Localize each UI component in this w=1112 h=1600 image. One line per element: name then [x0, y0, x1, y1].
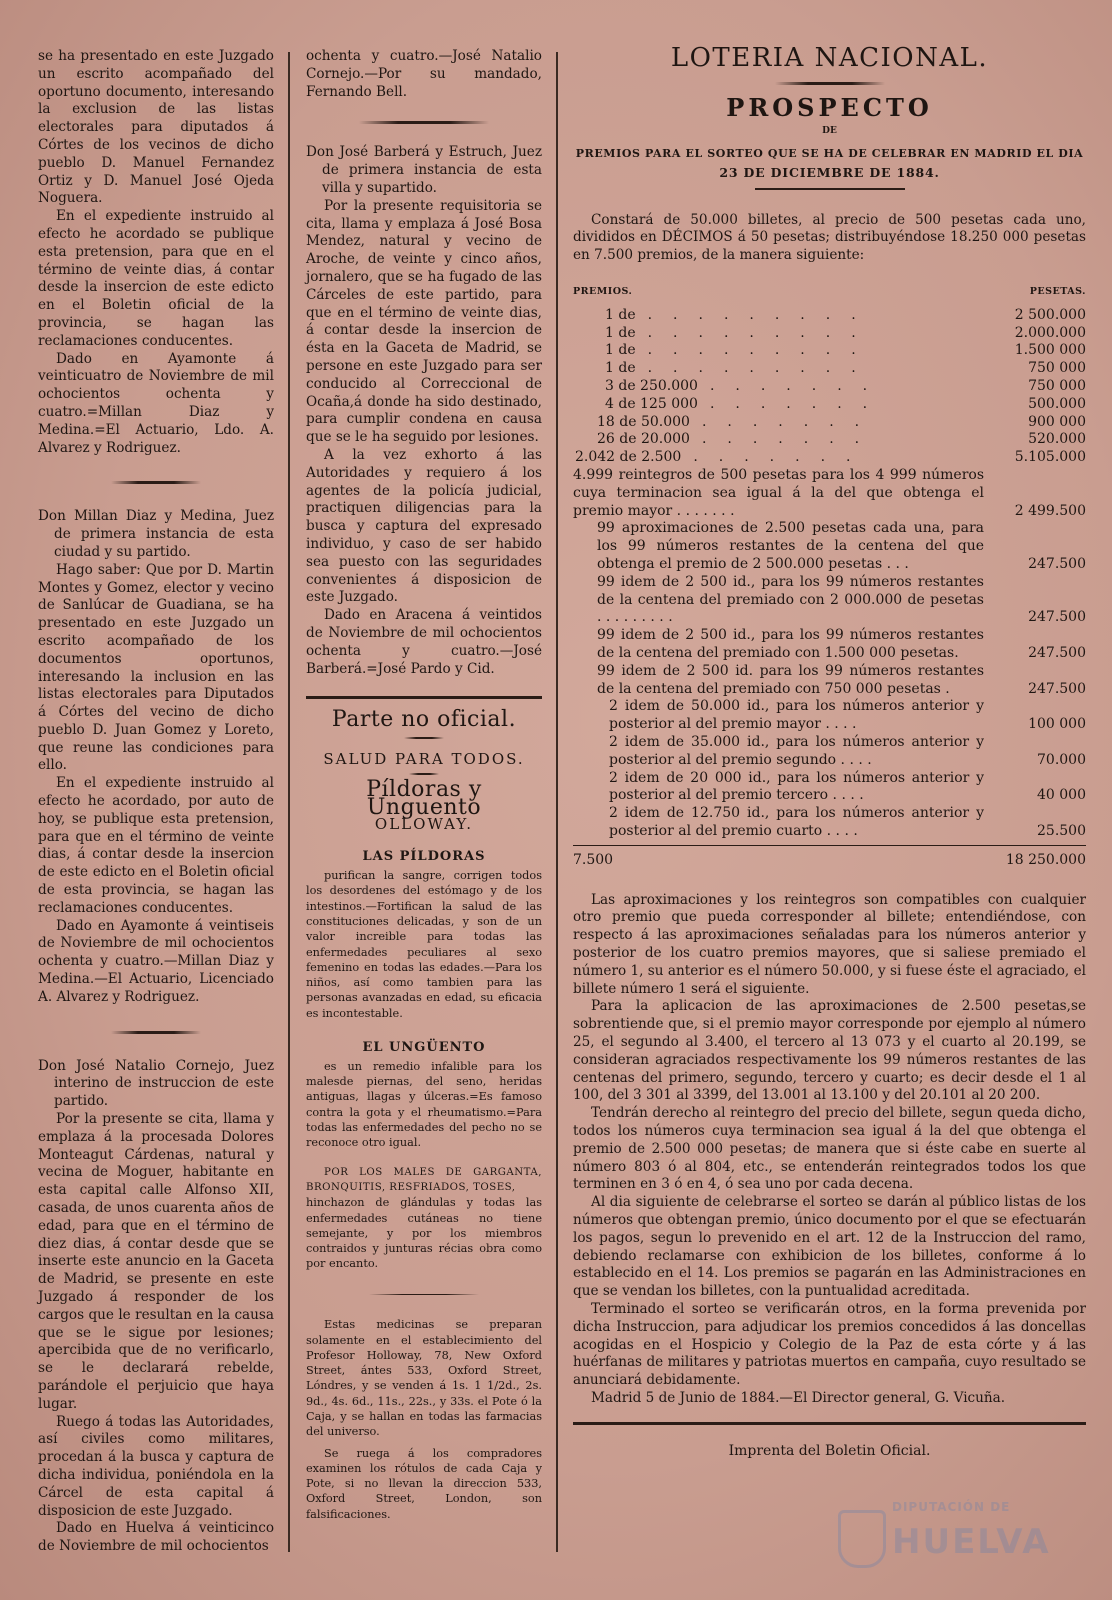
column-divider [288, 52, 290, 1552]
column-divider [556, 52, 558, 1552]
prize-block: 4.999 reintegros de 500 pesetas para los 4 999 números cuya terminacion sea igual á la del que obtenga el premio mayor . . . . . . . 2 499.500 [573, 467, 1086, 519]
prize-row: 1 de ......... 2 500.000 [605, 306, 1086, 323]
paragraph: Por la presente requisitoria se cita, llama y emplaza á José Bosa Mendez, natural y vecino de Aroche, de veinte y cinco años, jornalero, que se ha fugado de las Cárceles de este partido, para que en el término de veinte dias, á contar desde la insercion de ésta en la Gaceta de Madrid, se persone en este Juzgado para ser conducido al Correccional de Ocaña,á donde ha sido destinado, para cumplir condena en causa que se le ha seguido por lesiones. [306, 197, 542, 446]
closing-rule [573, 1422, 1086, 1425]
prize-row: 1 de ......... 2.000.000 [605, 324, 1086, 341]
separator-ornament [359, 121, 489, 124]
prospectus-title: PROSPECTO [726, 92, 933, 122]
paragraph: En el expediente instruido al efecto he acordado se publique esta pretension, para que en el término de veinte dias, á contar desde la insercion de este edicto en el Boletin oficial de la provincia, se hagan las reclamaciones conducentes. [38, 208, 274, 349]
col-premios: PREMIOS. [573, 286, 633, 298]
edict-heading: Don Millan Diaz y Medina, Juez de primera instancia de esta ciudad y su partido. [38, 508, 274, 560]
prize-block: 2 idem de 20 000 id., para los números anterior y posterior al del premio tercero . . . . 40 000 [609, 769, 1086, 804]
prize-block: 99 idem de 2 500 id., para los 99 números restantes de la centena del premiado con 1.500 000 pesetas. 247.500 [597, 627, 1086, 662]
paragraph: Dado en Huelva á veinticinco de Noviembre de mil ochocientos [38, 1520, 274, 1555]
prize-row: 1 de ......... 1.500 000 [605, 342, 1086, 359]
prospectus-subtitle: PREMIOS PARA EL SORTEO QUE SE HA DE CELEBRAR EN MADRID EL DIA [575, 147, 1084, 161]
paragraph: se ha presentado en este Juzgado un escrito acompañado del oportuno documento, interesando la exclusion de las listas electorales para diputados á Córtes de los vecinos de dicho pueblo D. Manuel Fernandez Ortiz y D. Manuel José Ojeda Noguera. [38, 48, 274, 207]
prize-row: 3 de 250.000 ....... 750 000 [605, 378, 1086, 395]
prize-block: 99 idem de 2 500 id. para los 99 números restantes de la centena del premiado con 750 000 pesetas . 247.500 [597, 662, 1086, 697]
prize-row: 4 de 125 000 ....... 500.000 [605, 395, 1086, 412]
lottery-title: LOTERIA NACIONAL. [670, 43, 989, 73]
paragraph: Dado en Ayamonte á veinticuatro de Noviembre de mil ochocientos ochenta y cuatro.=Millan Diaz y Medina.=El Actuario, Ldo. A. Alvarez y Rodriguez. [38, 350, 274, 456]
paragraph: Para la aplicacion de las aproximaciones de 2.500 pesetas,se sobrentiende que, si el premio mayor corresponde por ejemplo al número 25, el segundo al 3.400, el tercero al 13 073 y el cuarto al 20.199, se consideran agraciados respectivamente los 99 números restantes de las centenas del primero, segundo, tercero y cuarto; es decir desde el 1 al 100, del 3 301 al 3399, del 13.001 al 13.100 y del 20.101 al 20 200. [573, 998, 1086, 1104]
separator-ornament [369, 1294, 479, 1296]
col-pesetas: PESETAS. [1029, 286, 1086, 298]
prize-table [573, 307, 1086, 841]
prize-block: 2 idem de 12.750 id., para los números anterior y posterior al del premio cuarto . . . . 25.500 [609, 805, 1086, 839]
paragraph: Las aproximaciones y los reintegros son compatibles con cualquier otro premio que pueda corresponder al billete; entendiéndose, con respecto á las aproximaciones señaladas para los números anterior y posterior de los cuatro premios mayores, que si saliese premiado el número 1, su anterior es el número 50.000, y si fuese éste el agraciado, el billete número 1 será el siguiente. [573, 891, 1086, 997]
paragraph: Al dia siguiente de celebrarse el sorteo se darán al público listas de los números que obtengan premio, único documento por el que se efectuarán los pagos, segun lo prevenido en el art. 12 de la Instruccion del ramo, debiendo reclamarse con exhibicion de los billetes, conforme á lo establecido en el 14. Los premios se pagarán en las Administraciones en que se vendan los billetes, con la puntualidad acreditada. [573, 1194, 1086, 1300]
advert-caps: POR LOS MALES DE GARGANTA, BRONQUITIS, RESFRIADOS, TOSES, [306, 1166, 542, 1193]
paragraph: En el expediente instruido al efecto he acordado, por auto de hoy, se publique esta pretension, para que en el término de veinte dias, á contar desde la insercion de este edicto en el Boletin oficial de esta provincia, se hagan las reclamaciones conducentes. [38, 775, 274, 916]
paragraph: A la vez exhorto á las Autoridades y requiero á los agentes de la policía judicial, practiquen diligencias para la busca y captura del expresado individuo, y caso de ser habido sea puesto con las seguridades convenientes á disposicion de este Juzgado. [306, 446, 542, 606]
prospectus-de: DE [822, 125, 837, 136]
prize-block: 99 aproximaciones de 2.500 pesetas cada una, para los 99 números restantes de la centena del que obtenga el premio de 2 500.000 pesetas . . . 247.500 [597, 520, 1086, 573]
prize-row: 2.042 de 2.500 ....... 5.105.000 [575, 449, 1086, 466]
advert-brand: OLLOWAY. [374, 815, 474, 834]
column-2 [306, 48, 542, 1522]
advert-text: hinchazon de glándulas y todas las enfermedades cutáneas no tiene semejante, y por los miembros contraidos y junturas récias obra como por encanto. [306, 1196, 542, 1271]
prize-totals [573, 845, 1086, 870]
column-1 [38, 48, 274, 1556]
prize-table-header [573, 283, 1086, 301]
total-pesetas: 18 250.000 [1005, 851, 1086, 868]
title-underline [755, 188, 905, 190]
advert-subheading: LAS PÍLDORAS [362, 849, 486, 865]
advert-subheading: EL UNGÜENTO [362, 1040, 486, 1056]
draw-date: 23 DE DICIEMBRE DE 1884. [719, 165, 940, 181]
printer-credit: Imprenta del Boletin Oficial. [728, 1442, 931, 1459]
separator-ornament [404, 737, 444, 739]
advert-text: es un remedio infalible para los malesde piernas, del seno, heridas antiguas, llagas y úlceras.=Es famoso contra la gota y el rheumatismo.=Para todas las enfermedades del pecho no se reconoce otro igual. [306, 1059, 542, 1150]
signature-line: Madrid 5 de Junio de 1884.—El Director general, G. Vicuña. [591, 1389, 1006, 1406]
edict-heading: Don José Barberá y Estruch, Juez de primera instancia de esta villa y supartido. [306, 144, 542, 196]
advert-tagline: SALUD PARA TODOS. [323, 750, 525, 769]
section-title: Parte no oficial. [331, 707, 517, 733]
paragraph: Dado en Aracena á veintidos de Noviembre de mil ochocientos ochenta y cuatro.—José Barberá.=José Pardo y Cid. [306, 607, 542, 677]
prize-row: 1 de ......... 750 000 [605, 360, 1086, 377]
advert-title: Píldoras y Unguento [366, 776, 482, 820]
edict-heading: Don José Natalio Cornejo, Juez interino de instruccion de este partido. [38, 1057, 274, 1110]
paragraph: ochenta y cuatro.—José Natalio Cornejo.—Por su mandado, Fernando Bell. [306, 48, 542, 100]
prize-block: 2 idem de 50.000 id., para los números anterior y posterior al del premio mayor . . . . 100 000 [609, 698, 1086, 733]
paragraph: Hago saber: Que por D. Martin Montes y Gomez, elector y vecino de Sanlúcar de Guadiana, se ha presentado en este Juzgado un escrito acompañado de los documentos oportunos, interesando la inclusion en las listas electorales para Diputados á Córtes del vecino de dicho pueblo D. Juan Gomez y Loreto, que reune las condiciones para ello. [38, 561, 274, 774]
archive-watermark: DIPUTACIÓN DE HUELVA [838, 1492, 1038, 1572]
prize-row: 26 de 20.000 ....... 520.000 [597, 431, 1086, 448]
paragraph: Dado en Ayamonte á veintiseis de Noviembre de mil ochocientos ochenta y cuatro.—Millan Diaz y Medina.—El Actuario, Licenciado A. Alvarez y Rodriguez. [38, 917, 274, 1005]
paragraph: Terminado el sorteo se verificarán otros, en la forma prevenida por dicha Instruccion, para adjudicar los premios concedidos á las doncellas acogidas en el Hospicio y Colegio de la Paz de esta córte y á las huérfanas de militares y patriotas muertos en campaña, cuyo resultado se anunciará debidamente. [573, 1300, 1086, 1389]
prize-block: 99 idem de 2 500 id., para los 99 números restantes de la centena del premiado con 2 000.000 de pesetas . . . . . . . . . 247.500 [597, 573, 1086, 626]
paragraph: Por la presente se cita, llama y emplaza á la procesada Dolores Monteagut Cárdenas, natural y vecina de Moguer, habitante en esta capital calle Alfonso XII, casada, de unos cuarenta años de edad, para que en el término de diez dias, á contar desde que se inserte este anuncio en la Gaceta de Madrid, se presente en este Juzgado á responder de los cargos que le resultan en la causa que se le sigue por lesiones; apercibida que de no verificarlo, se le declarará rebelde, parándole el perjuicio que haya lugar. [38, 1111, 274, 1412]
advert-text: Estas medicinas se preparan solamente en el establecimiento del Profesor Holloway, 78, New Oxford Street, ántes 533, Oxford Street, Lóndres, y se venden á 1s. 1 1/2d., 2s. 9d., 4s. 6d., 11s., 22s., y 33s. el Pote ó la Caja, y se hallan en todas las farmacias del universo. [306, 1318, 542, 1439]
advert-text: purifican la sangre, corrigen todos los desordenes del estómago y de los intestinos.—Fortifican la salud de las constituciones delicadas, y son de un valor increible para todas las enfermedades peculiares al sexo femenino en todas las edades.—Para los niños, así como tambien para las personas avanzadas en edad, su eficacia es incontestable. [306, 869, 542, 1020]
separator-ornament [111, 481, 201, 484]
separator-ornament [775, 82, 885, 85]
separator-ornament [111, 1031, 201, 1034]
column-3 [573, 43, 1086, 1460]
prospectus-intro: Constará de 50.000 billetes, al precio de 500 pesetas cada uno, divididos en DÉCIMOS á 50 pesetas; distribuyéndose 18.250 000 pesetas en 7.500 premios, de la manera siguiente: [573, 211, 1086, 264]
total-prizes: 7.500 [573, 851, 614, 868]
prize-block: 2 idem de 35.000 id., para los números anterior y posterior al del premio segundo . . . . 70.000 [609, 734, 1086, 768]
paragraph: Tendrán derecho al reintegro del precio del billete, segun queda dicho, todos los números cuya terminacion sea igual á la del que obtenga el premio de 2.500 000 pesetas; de manera que si éste cabe en suerte al número 803 ó al 804, etc., se entenderán reintegrados todos los que terminen en 3 ó en 4, ó sea uno por cada decena. [573, 1105, 1086, 1193]
shield-icon [838, 1510, 886, 1568]
advert-text: Se ruega á los compradores examinen los rótulos de cada Caja y Pote, si no llevan la direccion 533, Oxford Street, London, son falsificaciones. [306, 1446, 542, 1521]
prize-row: 18 de 50.000 ....... 900 000 [597, 413, 1086, 430]
paragraph: Ruego á todas las Autoridades, así civiles como militares, procedan á la busca y captura de dicha individua, poniéndola en la Cárcel de esta capital á disposicion de este Juzgado. [38, 1413, 274, 1519]
section-rule [306, 696, 542, 699]
prospectus-body [573, 892, 1086, 1408]
separator-ornament [409, 773, 439, 775]
